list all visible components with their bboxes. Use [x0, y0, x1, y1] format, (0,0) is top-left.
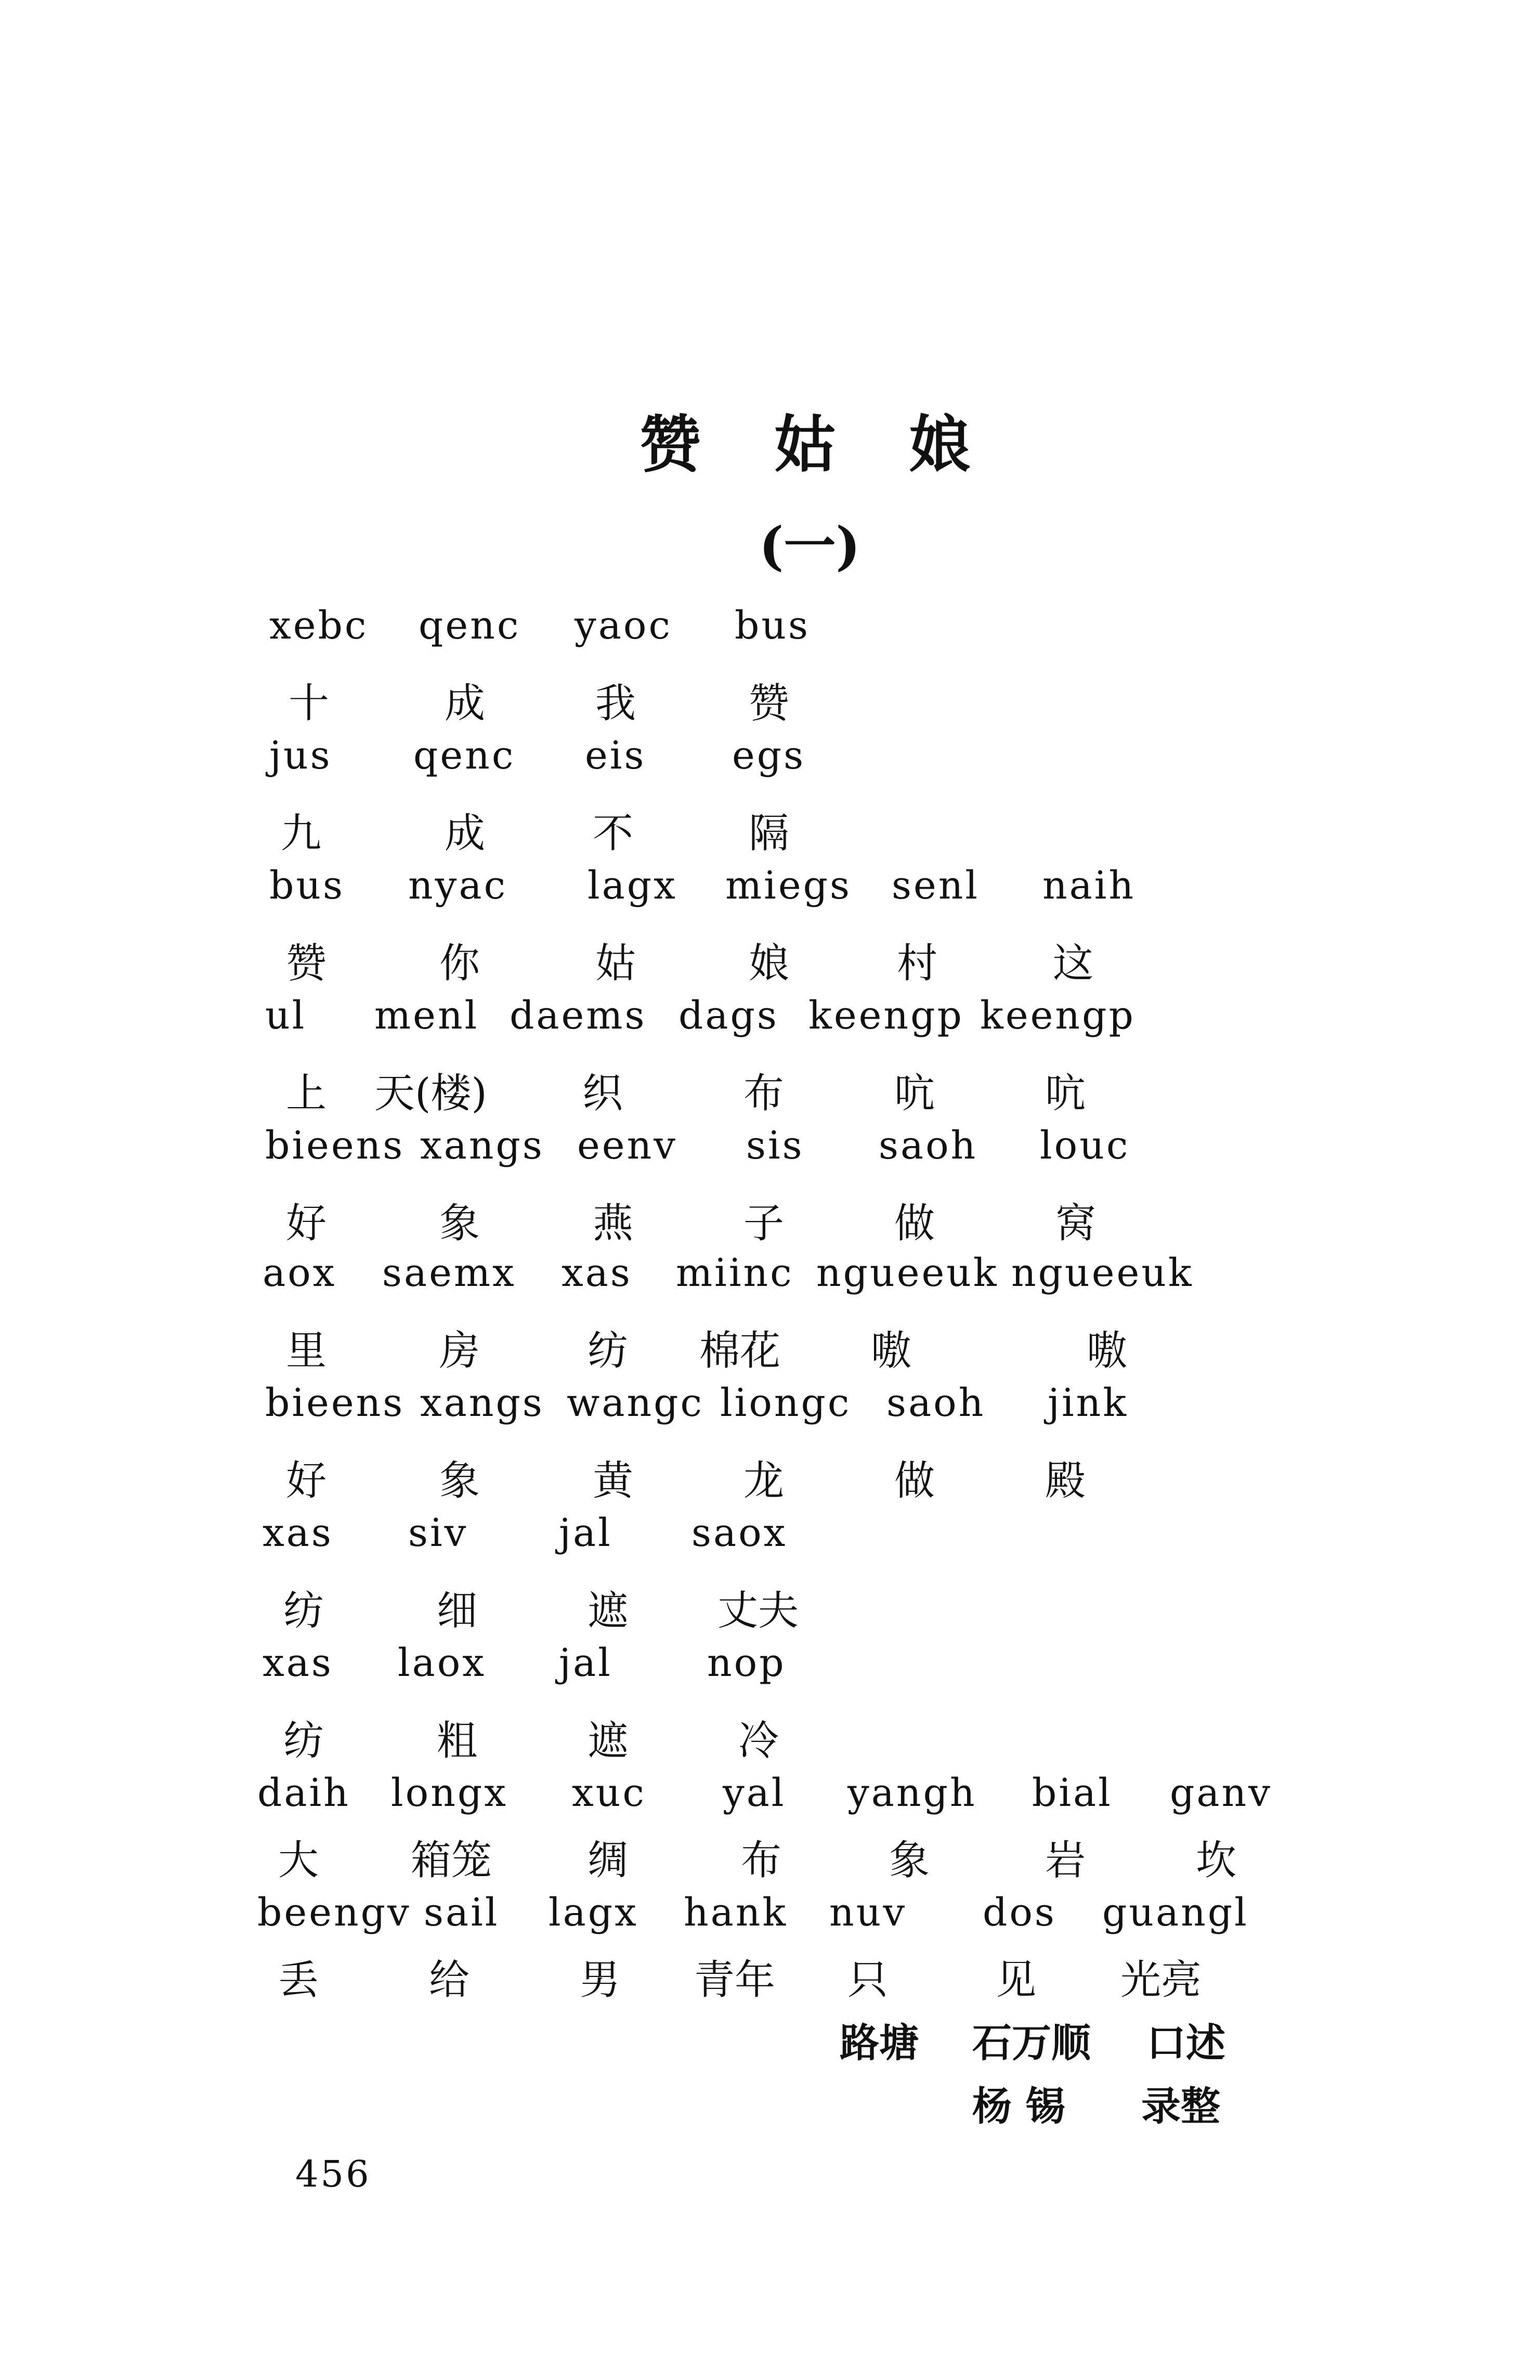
romanized-word: xangs: [420, 1123, 544, 1168]
chinese-word: 嗷: [1087, 1328, 1128, 1374]
romanized-word: nyac: [408, 863, 508, 908]
romanized-word: longx: [391, 1771, 508, 1815]
romanized-line: [0, 1890, 1540, 1947]
romanized-word: keengp: [808, 993, 964, 1038]
romanized-word: xangs: [420, 1381, 544, 1425]
chinese-word: 我: [595, 680, 636, 727]
romanized-word: nuv: [829, 1890, 907, 1935]
page-number: 456: [295, 2153, 371, 2195]
chinese-word: 天(楼): [374, 1070, 487, 1117]
romanized-word: lagx: [549, 1890, 638, 1935]
chinese-word: 丈夫: [717, 1588, 799, 1634]
chinese-word: 上: [286, 1070, 327, 1117]
romanized-word: xas: [263, 1511, 333, 1555]
romanized-line: [0, 1123, 1540, 1180]
romanized-word: miinc: [676, 1251, 794, 1295]
chinese-word: 嗷: [871, 1328, 912, 1374]
chinese-word: 箱笼: [411, 1837, 492, 1884]
chinese-word: 纺: [283, 1588, 324, 1634]
chinese-word: 你: [439, 940, 480, 987]
romanized-word: qenc: [419, 603, 521, 648]
romanized-line: [0, 993, 1540, 1050]
chinese-word: 绸: [588, 1837, 629, 1884]
chinese-word: 吭: [1045, 1070, 1086, 1117]
chinese-word: 赞: [749, 680, 790, 727]
chinese-word: 粗: [437, 1718, 478, 1764]
chinese-word: 姑: [595, 940, 636, 987]
romanized-word: senl: [892, 863, 980, 908]
chinese-word: 细: [437, 1588, 478, 1634]
chinese-word: 隔: [749, 810, 790, 857]
romanized-word: saox: [691, 1511, 788, 1555]
credit-role: 口述: [1146, 2020, 1225, 2066]
romanized-word: saoh: [879, 1123, 978, 1168]
chinese-word: 纺: [588, 1328, 629, 1374]
romanized-word: xuc: [572, 1771, 646, 1815]
chinese-word: 织: [582, 1070, 623, 1117]
chinese-word: 大: [278, 1837, 319, 1884]
chinese-line: [0, 931, 1540, 988]
romanized-word: menl: [374, 993, 479, 1038]
chinese-word: 岩: [1045, 1837, 1086, 1884]
romanized-word: guangl: [1102, 1890, 1249, 1935]
romanized-word: eenv: [577, 1123, 678, 1168]
chinese-word: 遮: [588, 1718, 629, 1764]
romanized-word: bus: [269, 863, 345, 908]
romanized-word: wangc: [567, 1381, 704, 1425]
romanized-word: qenc: [413, 733, 516, 778]
chinese-word: 遮: [588, 1588, 629, 1634]
chinese-word: 布: [741, 1837, 782, 1884]
chinese-line: [0, 1448, 1540, 1505]
chinese-word: 九: [281, 810, 322, 857]
romanized-word: dags: [678, 993, 779, 1038]
chinese-word: 窝: [1055, 1200, 1097, 1247]
chinese-line: [0, 1708, 1540, 1765]
chinese-word: 只: [847, 1957, 889, 2004]
chinese-word: 做: [894, 1458, 935, 1504]
chinese-line: [0, 1191, 1540, 1248]
romanized-line: [0, 733, 1540, 790]
romanized-word: egs: [732, 733, 806, 778]
chinese-word: 棉花: [699, 1328, 781, 1374]
romanized-word: bial: [1032, 1771, 1113, 1815]
chinese-word: 青年: [694, 1957, 776, 2004]
romanized-word: sail: [424, 1890, 500, 1935]
poem-section-number: (一): [759, 515, 860, 577]
credit-narrator: 石万顺: [972, 2020, 1091, 2066]
chinese-word: 这: [1053, 940, 1094, 987]
chinese-word: 龙: [743, 1458, 785, 1504]
romanized-line: [0, 603, 1540, 660]
romanized-word: nop: [707, 1641, 786, 1685]
chinese-word: 象: [439, 1200, 480, 1247]
chinese-word: 象: [889, 1837, 930, 1884]
credit-recorder: 杨 锡: [972, 2083, 1065, 2129]
chinese-word: 象: [439, 1458, 480, 1504]
chinese-line: [0, 1828, 1540, 1885]
chinese-line: [0, 801, 1540, 858]
romanized-word: miegs: [725, 863, 852, 908]
chinese-word: 丢: [278, 1957, 319, 2004]
romanized-word: jink: [1048, 1381, 1129, 1425]
credit-role: 录整: [1141, 2083, 1220, 2129]
chinese-word: 光亮: [1120, 1957, 1202, 2004]
romanized-word: xebc: [269, 603, 369, 648]
chinese-word: 十: [289, 680, 330, 727]
romanized-word: xas: [562, 1251, 632, 1295]
romanized-word: daems: [510, 993, 647, 1038]
romanized-word: ngueeuk: [816, 1251, 999, 1295]
romanized-word: jal: [559, 1641, 612, 1685]
chinese-word: 纺: [283, 1718, 324, 1764]
romanized-word: naih: [1042, 863, 1136, 908]
chinese-line: [0, 671, 1540, 728]
romanized-word: saoh: [886, 1381, 986, 1425]
romanized-word: ngueeuk: [1011, 1251, 1194, 1295]
chinese-line: [0, 1061, 1540, 1118]
romanized-word: yaoc: [575, 603, 672, 648]
chinese-word: 燕: [593, 1200, 634, 1247]
chinese-word: 见: [996, 1957, 1037, 2004]
chinese-word: 好: [286, 1200, 327, 1247]
romanized-word: dos: [983, 1890, 1056, 1935]
chinese-word: 殿: [1045, 1458, 1086, 1504]
chinese-line: [0, 1947, 1540, 2005]
romanized-word: laox: [398, 1641, 487, 1685]
chinese-word: 子: [743, 1200, 785, 1247]
chinese-word: 村: [897, 940, 938, 987]
romanized-line: [0, 863, 1540, 920]
chinese-word: 男: [580, 1957, 621, 2004]
romanized-word: keengp: [980, 993, 1136, 1038]
romanized-word: jus: [269, 733, 332, 778]
credit-place: 路塘: [840, 2020, 919, 2066]
romanized-word: saemx: [382, 1251, 516, 1295]
chinese-word: 赞: [286, 940, 327, 987]
chinese-word: 成: [445, 680, 486, 727]
chinese-word: 做: [894, 1200, 935, 1247]
chinese-word: 黄: [593, 1458, 634, 1504]
chinese-word: 给: [429, 1957, 470, 2004]
romanized-word: jal: [559, 1511, 612, 1555]
romanized-word: xas: [263, 1641, 333, 1685]
chinese-line: [0, 1318, 1540, 1375]
romanized-line: [0, 1771, 1540, 1828]
chinese-word: 冷: [738, 1718, 779, 1764]
romanized-word: liongc: [720, 1381, 852, 1425]
chinese-word: 布: [743, 1070, 785, 1117]
romanized-word: aox: [263, 1251, 337, 1295]
romanized-word: bus: [735, 603, 811, 648]
chinese-word: 好: [286, 1458, 327, 1504]
chinese-word: 吭: [894, 1070, 935, 1117]
romanized-word: hank: [684, 1890, 788, 1935]
romanized-word: bieens: [265, 1381, 405, 1425]
chinese-word: 不: [593, 810, 634, 857]
romanized-word: siv: [408, 1511, 468, 1555]
romanized-word: beengv: [257, 1890, 411, 1935]
chinese-word: 坎: [1196, 1837, 1237, 1884]
romanized-line: [0, 1381, 1540, 1438]
romanized-word: louc: [1040, 1123, 1130, 1168]
romanized-word: sis: [746, 1123, 804, 1168]
romanized-line: [0, 1641, 1540, 1698]
chinese-word: 娘: [749, 940, 790, 987]
romanized-line: [0, 1251, 1540, 1308]
romanized-word: bieens: [265, 1123, 405, 1168]
chinese-line: [0, 1578, 1540, 1635]
romanized-word: lagx: [588, 863, 677, 908]
chinese-word: 成: [445, 810, 486, 857]
chinese-word: 房: [439, 1328, 480, 1374]
romanized-word: ul: [265, 993, 307, 1038]
romanized-line: [0, 1511, 1540, 1568]
romanized-word: eis: [585, 733, 646, 778]
poem-title: 赞 姑 娘: [640, 408, 997, 480]
romanized-word: yal: [723, 1771, 786, 1815]
romanized-word: yangh: [847, 1771, 977, 1815]
chinese-word: 里: [286, 1328, 327, 1374]
romanized-word: ganv: [1170, 1771, 1272, 1815]
romanized-word: daih: [257, 1771, 350, 1815]
